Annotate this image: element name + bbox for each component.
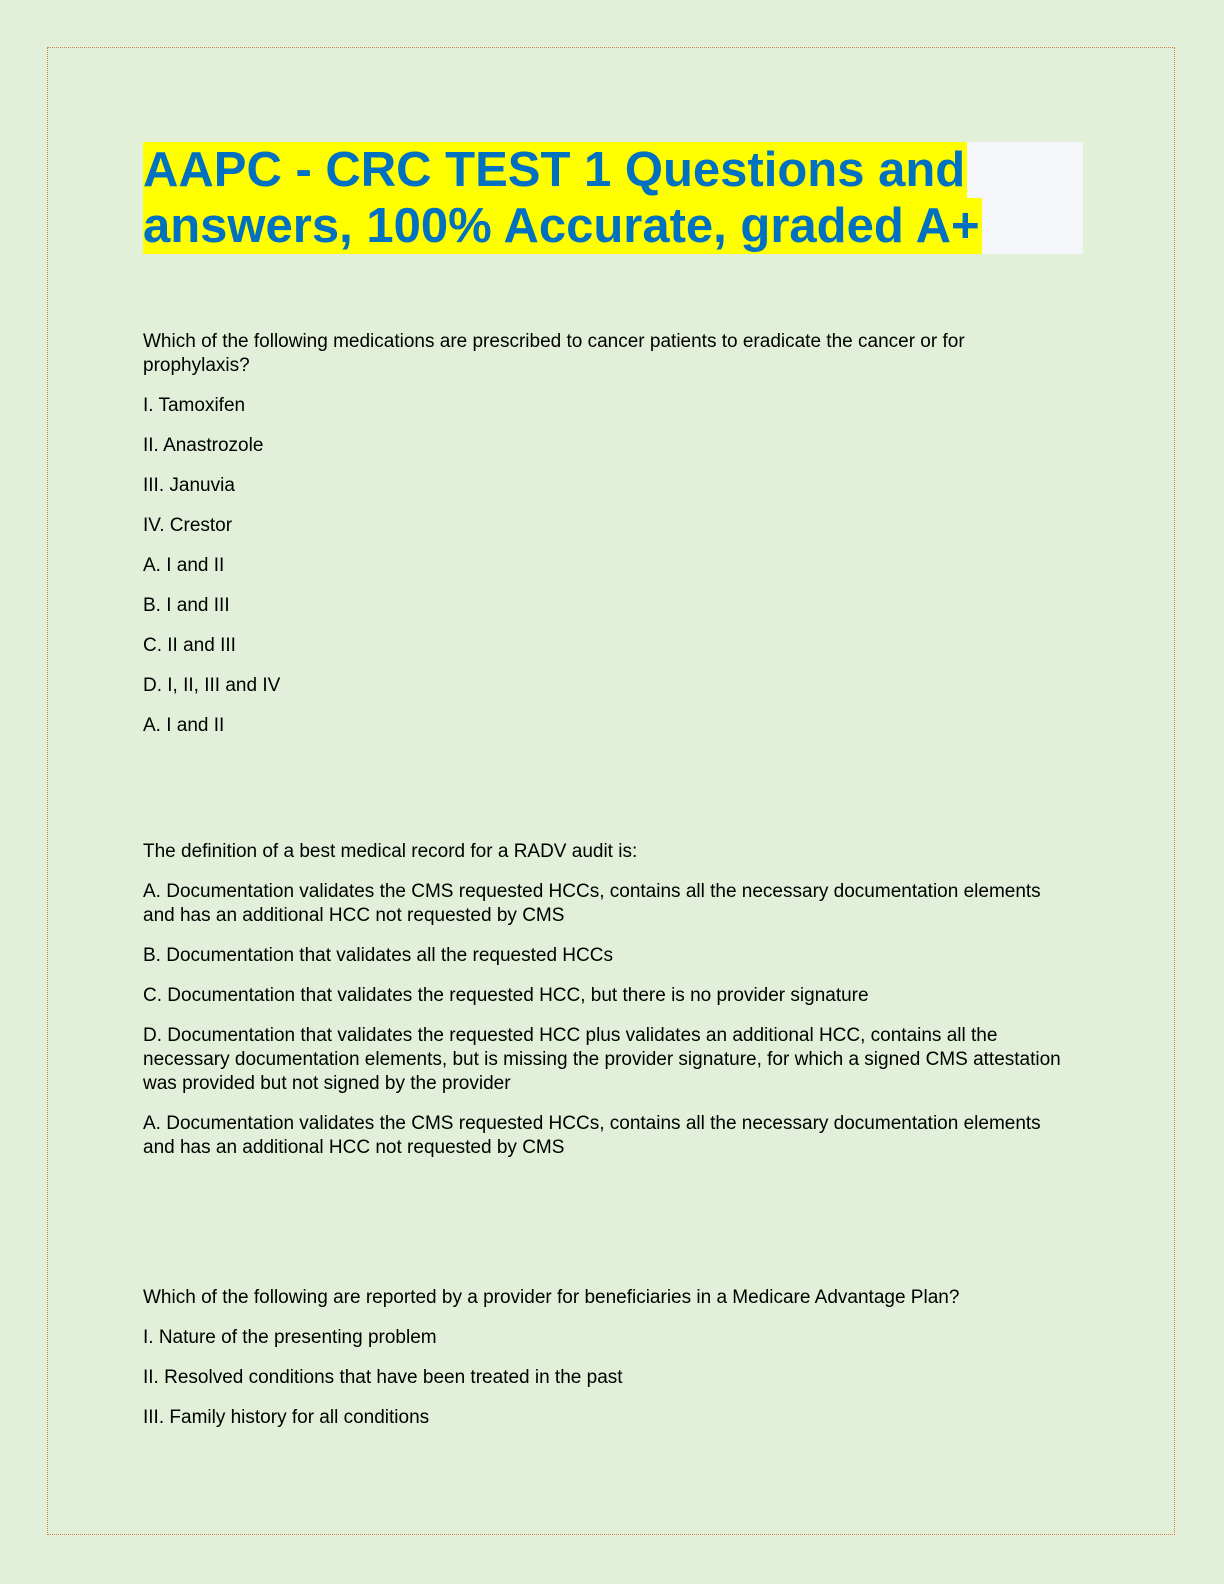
question-1 xyxy=(143,330,1063,738)
list-item: III. Family history for all conditions xyxy=(143,1407,430,1428)
document-body xyxy=(143,330,1063,1446)
spacer xyxy=(143,1176,1063,1286)
document-title xyxy=(143,142,1083,254)
answer-option: A. I and II xyxy=(143,555,225,576)
answer-option: B. Documentation that validates all the requested HCCs xyxy=(143,945,613,966)
spacer xyxy=(143,754,1063,840)
title-line-2: answers, 100% Accurate, graded A+ xyxy=(143,199,980,253)
answer-option: B. I and III xyxy=(143,595,230,616)
list-item: IV. Crestor xyxy=(143,515,233,536)
answer-option: A. Documentation validates the CMS requested HCCs, contains all the necessary documentation elements and has an additional HCC not requested by CMS xyxy=(143,881,1041,926)
answer-option: D. Documentation that validates the requested HCC plus validates an additional HCC, contains all the necessary documentation elements, but is missing the provider signature, for which a signed CMS attestation was provided but not signed by the provider xyxy=(143,1025,1061,1094)
answer-option: C. II and III xyxy=(143,635,236,656)
answer-option: C. Documentation that validates the requested HCC, but there is no provider signature xyxy=(143,985,869,1006)
question-3 xyxy=(143,1286,1063,1430)
list-item: I. Nature of the presenting problem xyxy=(143,1327,437,1348)
answer-option: D. I, II, III and IV xyxy=(143,675,281,696)
list-item: II. Resolved conditions that have been treated in the past xyxy=(143,1367,623,1388)
list-item: I. Tamoxifen xyxy=(143,395,246,416)
list-item: III. Januvia xyxy=(143,475,235,496)
question-2 xyxy=(143,840,1063,1160)
title-line-1: AAPC - CRC TEST 1 Questions and xyxy=(143,143,966,197)
list-item: II. Anastrozole xyxy=(143,435,264,456)
question-prompt: The definition of a best medical record for a RADV audit is: xyxy=(143,841,638,862)
question-prompt: Which of the following are reported by a provider for beneficiaries in a Medicare Advantage Plan? xyxy=(143,1287,960,1308)
question-prompt: Which of the following medications are prescribed to cancer patients to eradicate the cancer or for prophylaxis? xyxy=(143,331,965,376)
correct-answer: A. I and II xyxy=(143,715,225,736)
correct-answer: A. Documentation validates the CMS requested HCCs, contains all the necessary documentation elements and has an additional HCC not requested by CMS xyxy=(143,1113,1041,1158)
